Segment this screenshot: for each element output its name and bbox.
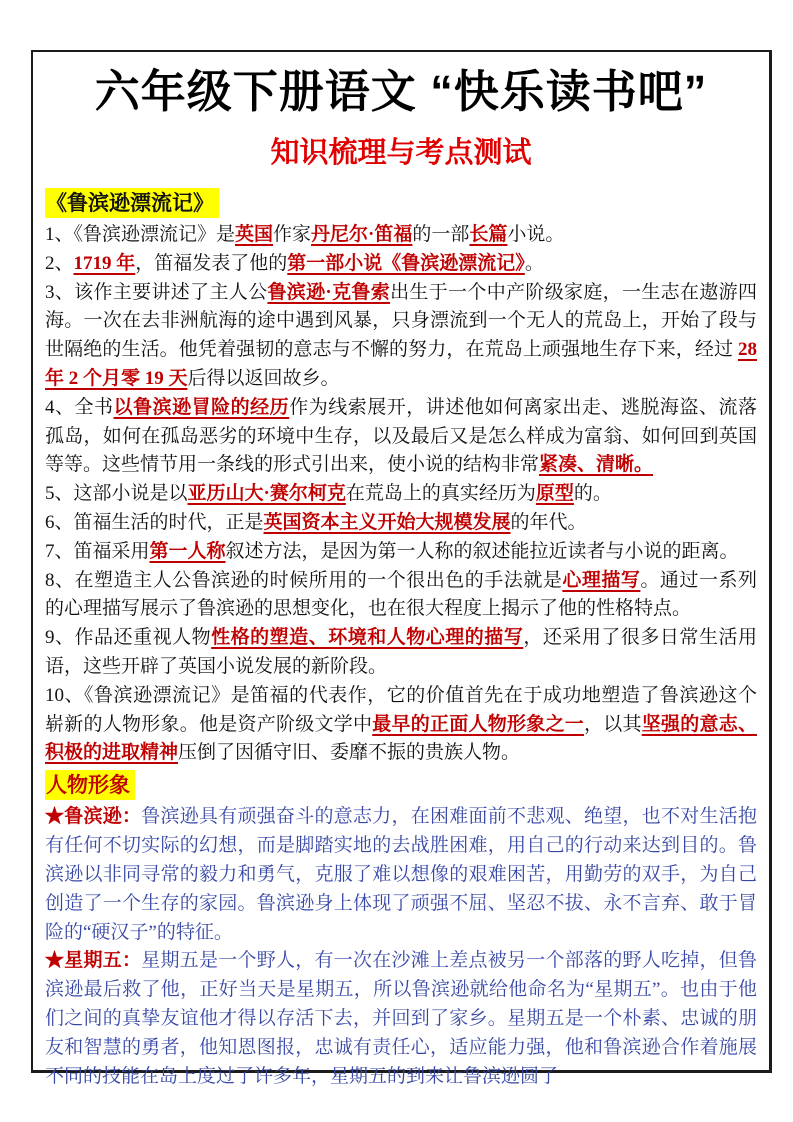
text-run: 。 bbox=[524, 252, 544, 274]
text-run: 2、 bbox=[45, 252, 74, 274]
emphasis-run: 原型 bbox=[535, 483, 574, 505]
paragraph bbox=[45, 803, 757, 947]
emphasis-run: 坚强的意志、积极的进取精神 bbox=[45, 713, 757, 764]
page-subtitle: 知识梳理与考点测试 bbox=[270, 136, 532, 169]
text-run: 后得以返回故乡。 bbox=[187, 367, 340, 389]
document-body bbox=[45, 186, 757, 1092]
text-run: 在荒岛上的真实经历为 bbox=[345, 483, 536, 505]
text-run: 。通过一系列的心理描写展示了鲁滨逊的思想变化，也在很大程度上揭示了他的性格特点。 bbox=[45, 569, 757, 620]
text-run: ，笛福发表了他的 bbox=[135, 252, 288, 274]
text-run: 的。 bbox=[573, 483, 612, 505]
emphasis-run: 亚历山大·赛尔柯克 bbox=[187, 483, 346, 505]
text-run: 5、这部小说是以 bbox=[45, 483, 188, 505]
text-run: ，还采用了很多日常生活用语，这些开辟了英国小说发展的新阶段。 bbox=[45, 627, 757, 677]
paragraph bbox=[45, 480, 757, 509]
paragraph bbox=[45, 567, 757, 625]
emphasis-run: 英国 bbox=[235, 223, 274, 245]
emphasis-run: 紧凑、清晰。 bbox=[539, 454, 654, 476]
text-run: 出生于一个中产阶级家庭，一生志在遨游四海。一次在去非洲航海的途中遇到风暴，只身漂流到一个无人的荒岛上，开始了段与世隔绝的生活。他凭着强韧的意志与不懈的努力，在荒岛上顽强地生存下来，经过 bbox=[45, 281, 757, 361]
emphasis-run: 以鲁滨逊冒险的经历 bbox=[113, 396, 290, 418]
text-run: 4、全书 bbox=[45, 396, 114, 418]
emphasis-run: 丹尼尔·笛福 bbox=[311, 223, 413, 245]
section-heading: 《鲁滨逊漂流记》 bbox=[45, 188, 219, 218]
character-label: ★鲁滨逊： bbox=[45, 806, 142, 828]
emphasis-run: 最早的正面人物形象之一 bbox=[372, 713, 584, 735]
emphasis-run: 长篇 bbox=[469, 223, 508, 245]
text-run: 3、该作主要讲述了主人公 bbox=[45, 281, 268, 303]
paragraph bbox=[45, 394, 757, 480]
page-title: 六年级下册语文 “快乐读书吧” bbox=[94, 66, 708, 117]
text-run: 7、笛福采用 bbox=[45, 540, 150, 562]
text-run: 的年代。 bbox=[510, 511, 587, 533]
emphasis-run: 28 年 2 个月零 19 天 bbox=[45, 339, 757, 389]
paragraph bbox=[45, 509, 757, 538]
emphasis-run: 第一部小说《鲁滨逊漂流记》 bbox=[287, 252, 525, 274]
paragraph bbox=[45, 250, 757, 279]
text-run: 10、《鲁滨逊漂流记》是笛福的代表作，它的价值首先在于成功地塑造了鲁滨逊这个崭新的人物形象。他是资产阶级文学中 bbox=[45, 684, 757, 735]
emphasis-run: 第一人称 bbox=[149, 540, 226, 562]
emphasis-run: 鲁滨逊·克鲁索 bbox=[267, 281, 391, 303]
section-book-intro bbox=[45, 186, 757, 768]
emphasis-run: 1719 年 bbox=[73, 252, 136, 274]
text-run: 9、作品还重视人物 bbox=[45, 627, 212, 649]
character-label: ★星期五： bbox=[45, 950, 142, 972]
text-run: 6、笛福生活的时代，正是 bbox=[45, 511, 264, 533]
description-run: 星期五是一个野人，有一次在沙滩上差点被另一个部落的野人吃掉，但鲁滨逊最后救了他，正好当天是星期五，所以鲁滨逊就给他命名为“星期五”。也由于他们之间的真挚友谊他才得以存活下去，并回到了家乡。星期五是一个朴素、忠诚的朋友和智慧的勇者，他知恩图报，忠诚有责任心，适应能力强，他和鲁滨逊合作着施展不同的技能在岛上度过了许多年，星期五的到来让鲁滨逊圆了 bbox=[45, 950, 757, 1087]
paragraph bbox=[45, 682, 757, 768]
paragraph bbox=[45, 221, 757, 250]
paragraph bbox=[45, 624, 757, 682]
section-heading: 人物形象 bbox=[45, 770, 135, 800]
emphasis-run: 性格的塑造、环境和人物心理的描写 bbox=[211, 627, 524, 649]
text-run: ，以其 bbox=[583, 713, 642, 735]
text-run: 叙述方法，是因为第一人称的叙述能拉近读者与小说的距离。 bbox=[225, 540, 739, 562]
text-run: 小说。 bbox=[507, 223, 565, 245]
text-run: 1、《鲁滨逊漂流记》是 bbox=[45, 223, 236, 245]
text-run: 作为线索展开，讲述他如何离家出走、逃脱海盗、流落孤岛，如何在孤岛恶劣的环境中生存，以及最后又是怎么样成为富翁、如何回到英国等等。这些情节用一条线的形式引出来，使小说的结构非常 bbox=[45, 396, 757, 476]
text-run: 的一部 bbox=[412, 223, 470, 245]
text-run: 作家 bbox=[273, 223, 312, 245]
paragraph bbox=[45, 538, 757, 567]
text-run: 压倒了因循守旧、委靡不振的贵族人物。 bbox=[178, 742, 521, 764]
document-frame bbox=[31, 50, 772, 1087]
paragraph bbox=[45, 279, 757, 394]
paragraph bbox=[45, 947, 757, 1091]
description-run: 鲁滨逊具有顽强奋斗的意志力，在困难面前不悲观、绝望，也不对生活抱有任何不切实际的幻想，而是脚踏实地的去战胜困难，用自己的行动来达到目的。鲁滨逊以非同寻常的毅力和勇气，克服了难以想像的艰难困苦，用勤劳的双手，为自己创造了一个生存的家园。鲁滨逊身上体现了顽强不屈、坚忍不拔、永不言弃、敢于冒险的“硬汉子”的特征。 bbox=[45, 806, 757, 943]
section-characters bbox=[45, 768, 757, 1091]
emphasis-run: 英国资本主义开始大规模发展 bbox=[263, 511, 511, 533]
text-run: 8、在塑造主人公鲁滨逊的时候所用的一个很出色的手法就是 bbox=[45, 569, 563, 591]
emphasis-run: 心理描写 bbox=[562, 569, 641, 591]
